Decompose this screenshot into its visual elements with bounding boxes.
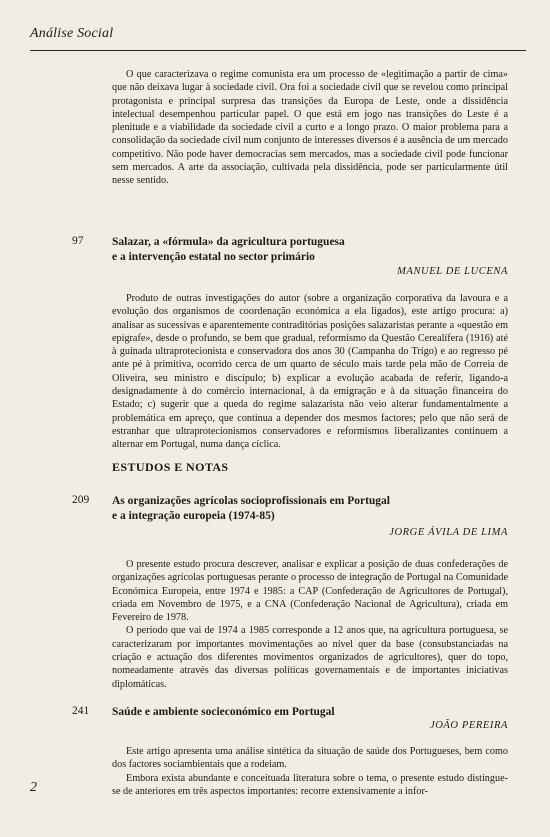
- entry-page-number: 209: [72, 494, 90, 506]
- intro-block: [112, 68, 508, 188]
- entry-title-line: As organizações agrícolas socioprofissionais em Portugal: [112, 495, 390, 507]
- section-heading: ESTUDOS E NOTAS: [112, 460, 229, 474]
- show-through-background: [250, 6, 258, 40]
- entry-title: [112, 235, 508, 265]
- running-head: Análise Social: [30, 26, 114, 41]
- abstract-paragraph: Embora exista abundante e conceituada literatura sobre o tema, o presente estudo distingue-se de anteriores em três aspectos importantes: recorre extensivamente a infor-: [112, 772, 508, 797]
- page-number: 2: [30, 780, 37, 795]
- header-rule: [30, 50, 526, 51]
- abstract-paragraph: O período que vai de 1974 a 1985 corresponde a 12 anos que, na agricultura portuguesa, se caracterizaram por importantes movimentações ao nível quer da base (consubstanciadas na criação e actuação dos diferentes movimentos organizados de agricultores), quer do topo, nomeadamente através das diversas políticas governamentais e de importantes iniciativas diplomáticas.: [112, 625, 508, 690]
- entry-abstract: [112, 292, 508, 452]
- entry-title-line: Salazar, a «fórmula» da agricultura portuguesa: [112, 236, 345, 248]
- abstract-paragraph: Este artigo apresenta uma análise sintética da situação de saúde dos Portugueses, bem como dos factores sociambientais que a rodeiam.: [112, 746, 508, 771]
- entry-title: [112, 494, 508, 524]
- entry-title-line: e a integração europeia (1974-85): [112, 510, 275, 522]
- entry-title-line: e a intervenção estatal no sector primário: [112, 251, 315, 263]
- entry-title: [112, 705, 508, 720]
- abstract-paragraph: O presente estudo procura descrever, analisar e explicar a posição de duas confederações de organizações agrícolas portuguesas perante o processo de integração de Portugal na Comunidade Económica Europeia, entre 1974 e 1985: a CAP (Confederação de Agricultores de Portugal), criada em Novembro de 1975, e a CNA (Confederação Nacional de Agricultura), criada em Fevereiro de 1978.: [112, 559, 508, 624]
- entry-author: JORGE ÁVILA DE LIMA: [389, 527, 508, 538]
- entry-author: JOÃO PEREIRA: [429, 720, 508, 731]
- entry-page-number: 97: [72, 235, 84, 247]
- intro-paragraph: O que caracterizava o regime comunista era um processo de «legitimação a partir de cima» que não deixava lugar à sociedade civil. Ora foi a sociedade civil que se revelou como principal protagonista e principal surpresa das transições da Europa de Leste, onde a dissidência intelectual desempenhou particular papel. O que está em jogo nas transições do Leste é a plenitude e a viabilidade da sociedade civil a curto e a longo prazo. O maior problema para a consolidação da sociedade civil num conjunto de interesses diversos é a ausência de um mercado competitivo. Não pode haver democracias sem mercados, mas a sociedade civil pode funcionar sem mercados. A arte da associação, cultivada pela dissidência, pode ser particularmente útil nesse sentido.: [112, 69, 508, 187]
- entry-page-number: 241: [72, 705, 90, 717]
- entry-title-line: Saúde e ambiente socieconómico em Portugal: [112, 706, 335, 718]
- entry-abstract: [112, 558, 508, 691]
- entry-abstract: [112, 745, 508, 798]
- abstract-paragraph: Produto de outras investigações do autor (sobre a organização corporativa da lavoura e a evolução dos organismos de coordenação económica a ela ligados), este artigo procura: a) analisar as sucessivas e aparentemente contraditórias posições salazaristas perante a «questão em epígrafe», desde o profundo, se bem que gradual, reformismo da Questão Cerealífera (1916) até à guinada ultraprotecionista e conservadora dos anos 30 (Campanha do Trigo) e ao regresso pé ante pé à primitiva, ocorrido cerca de um quarto de século mais tarde pela mão de Correia de Oliveira, seu ministro e discípulo; b) explicar a evolução acabada de referir, ligando-a designadamente à do comércio internacional, à da emigração e à da situação financeira do Estado; c) sugerir que a queda do regime salazarista não veio alterar fundamentalmente a problemática em apreço, que continua a depender dos mesmos factores; pelo que não será de estranhar que ultraprotecionismos conservadores e reformismos liberalizantes continuem a alternar em Portugal, numa dança cíclica.: [112, 293, 508, 451]
- entry-author: MANUEL DE LUCENA: [397, 266, 508, 277]
